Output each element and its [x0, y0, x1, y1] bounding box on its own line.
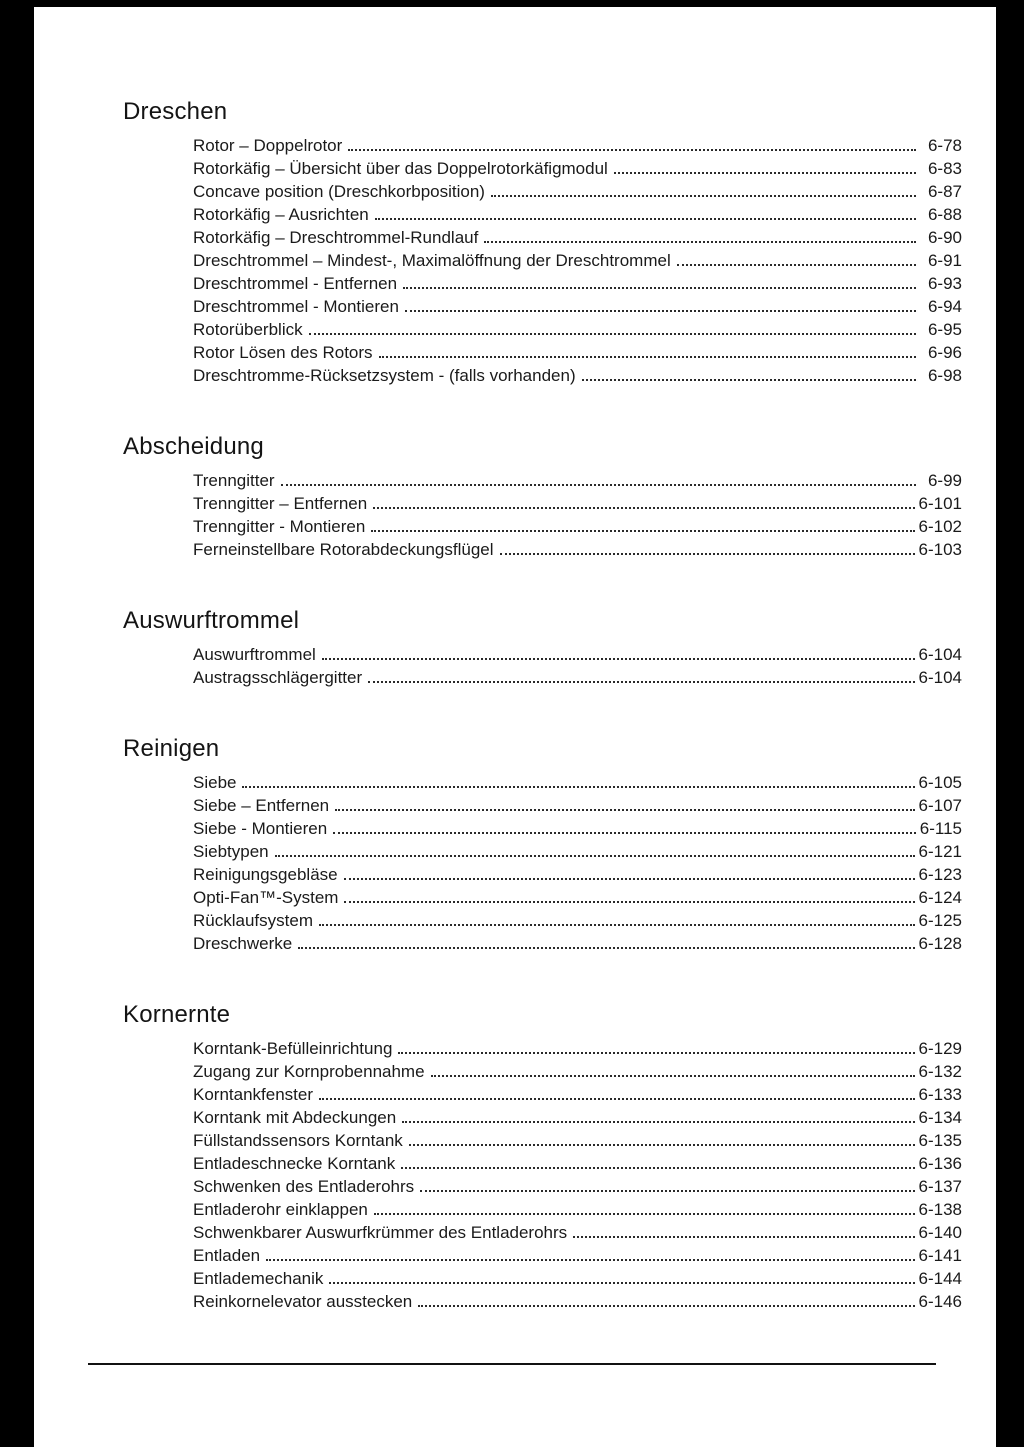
toc-entry-page: 6-125	[918, 911, 962, 930]
toc-entry-page: 6-137	[918, 1177, 962, 1196]
toc-entry-label: Schwenkbarer Auswurfkrümmer des Entladerohrs	[193, 1223, 568, 1242]
section-heading: Auswurftrommel	[123, 607, 300, 634]
toc-entry-page: 6-104	[918, 668, 962, 687]
toc-entry-label: Trenngitter – Entfernen	[193, 494, 368, 513]
toc-entry	[193, 1221, 962, 1244]
toc-section	[123, 607, 962, 689]
toc-entry-label: Rotor Lösen des Rotors	[193, 343, 373, 362]
toc-entry-page: 6-83	[927, 159, 962, 178]
dot-leader	[371, 530, 914, 532]
toc-entry-label: Dreschwerke	[193, 934, 293, 953]
toc-entry-label: Rotorkäfig – Übersicht über das Doppelrotorkäfigmodul	[193, 159, 608, 178]
dot-leader	[319, 924, 915, 926]
toc-entry-label: Siebtypen	[193, 842, 269, 861]
toc-entry-label: Trenngitter	[193, 471, 275, 490]
toc-entry	[193, 643, 962, 666]
dot-leader	[348, 149, 916, 151]
toc-entry	[193, 318, 962, 341]
toc-entry-label: Rotor – Doppelrotor	[193, 136, 343, 155]
toc-entry	[193, 341, 962, 364]
toc-entry	[193, 134, 962, 157]
toc-entry	[193, 272, 962, 295]
toc-entry-page: 6-103	[918, 540, 962, 559]
toc-entry	[193, 469, 962, 492]
toc-entry	[193, 226, 962, 249]
toc-section	[123, 1001, 962, 1313]
toc-entry-page: 6-105	[918, 773, 962, 792]
toc-entry	[193, 180, 962, 203]
toc-entry-label: Ferneinstellbare Rotorabdeckungsflügel	[193, 540, 494, 559]
dot-leader	[398, 1052, 914, 1054]
toc-entry-label: Trenngitter - Montieren	[193, 517, 366, 536]
toc-entry-label: Rotorkäfig – Ausrichten	[193, 205, 369, 224]
toc-entry	[193, 794, 962, 817]
dot-leader	[242, 786, 914, 788]
dot-leader	[420, 1190, 914, 1192]
toc-entry-page: 6-91	[927, 251, 962, 270]
section-entries	[193, 1037, 962, 1313]
toc-entry-page: 6-135	[918, 1131, 962, 1150]
toc-entry-page: 6-140	[918, 1223, 962, 1242]
section-heading: Dreschen	[123, 98, 228, 125]
toc-entry-page: 6-107	[918, 796, 962, 815]
section-entries	[193, 643, 962, 689]
section-entries	[193, 469, 962, 561]
toc-entry-page: 6-123	[918, 865, 962, 884]
toc-entry	[193, 932, 962, 955]
scan-edge-top	[0, 0, 1024, 7]
toc-entry-page: 6-132	[918, 1062, 962, 1081]
scan-edge-left	[0, 0, 34, 1447]
toc-entry-page: 6-128	[918, 934, 962, 953]
toc-entry	[193, 1267, 962, 1290]
toc-entry-label: Dreschtromme-Rücksetzsystem - (falls vorhanden)	[193, 366, 576, 385]
toc-entry-page: 6-78	[927, 136, 962, 155]
dot-leader	[322, 658, 915, 660]
toc-entry-label: Austragsschlägergitter	[193, 668, 363, 687]
toc-entry	[193, 817, 962, 840]
dot-leader	[491, 195, 916, 197]
toc-entry	[193, 1175, 962, 1198]
toc-section	[123, 735, 962, 955]
toc-entry-page: 6-88	[927, 205, 962, 224]
dot-leader	[335, 809, 914, 811]
toc-entry	[193, 538, 962, 561]
toc-entry	[193, 249, 962, 272]
toc-entry-page: 6-95	[927, 320, 962, 339]
footer-rule	[88, 1363, 936, 1365]
dot-leader	[309, 333, 916, 335]
dot-leader	[275, 855, 915, 857]
dot-leader	[344, 878, 915, 880]
dot-leader	[281, 484, 916, 486]
toc-entry	[193, 863, 962, 886]
dot-leader	[401, 1167, 914, 1169]
toc-entry-label: Reinigungsgebläse	[193, 865, 338, 884]
toc-entry-label: Korntankfenster	[193, 1085, 314, 1104]
toc-entry-label: Siebe – Entfernen	[193, 796, 330, 815]
toc-entry-page: 6-138	[918, 1200, 962, 1219]
toc-entry-page: 6-121	[918, 842, 962, 861]
toc-entry-label: Rotorüberblick	[193, 320, 303, 339]
dot-leader	[582, 379, 916, 381]
toc-entry	[193, 771, 962, 794]
toc-entry-label: Schwenken des Entladerohrs	[193, 1177, 415, 1196]
dot-leader	[431, 1075, 915, 1077]
toc-entry-label: Zugang zur Kornprobennahme	[193, 1062, 425, 1081]
toc-entry	[193, 1244, 962, 1267]
toc-entry-page: 6-115	[919, 819, 962, 838]
toc-entry-label: Siebe	[193, 773, 237, 792]
dot-leader	[329, 1282, 914, 1284]
toc-entry-label: Siebe - Montieren	[193, 819, 328, 838]
dot-leader	[266, 1259, 914, 1261]
toc-entry	[193, 1037, 962, 1060]
section-heading: Reinigen	[123, 735, 220, 762]
toc-entry	[193, 1060, 962, 1083]
toc-entry-page: 6-101	[918, 494, 962, 513]
toc-entry-label: Rotorkäfig – Dreschtrommel-Rundlauf	[193, 228, 479, 247]
toc-entry-page: 6-124	[918, 888, 962, 907]
dot-leader	[418, 1305, 914, 1307]
toc-entry-page: 6-102	[918, 517, 962, 536]
toc-entry-label: Concave position (Dreschkorbposition)	[193, 182, 485, 201]
toc-entry	[193, 1198, 962, 1221]
toc-entry-label: Dreschtrommel - Montieren	[193, 297, 399, 316]
toc-entry-label: Korntank-Befülleinrichtung	[193, 1039, 393, 1058]
toc-entry-label: Entlademechanik	[193, 1269, 324, 1288]
toc-section	[123, 98, 962, 387]
toc-entry-label: Dreschtrommel - Entfernen	[193, 274, 398, 293]
dot-leader	[614, 172, 916, 174]
toc-entry	[193, 203, 962, 226]
toc-entry	[193, 364, 962, 387]
dot-leader	[319, 1098, 915, 1100]
dot-leader	[405, 310, 916, 312]
dot-leader	[375, 218, 916, 220]
toc-entry	[193, 515, 962, 538]
dot-leader	[298, 947, 914, 949]
dot-leader	[368, 681, 914, 683]
toc-entry	[193, 1152, 962, 1175]
section-entries	[193, 771, 962, 955]
dot-leader	[573, 1236, 914, 1238]
toc-entry-page: 6-94	[927, 297, 962, 316]
section-entries	[193, 134, 962, 387]
toc-entry-page: 6-129	[918, 1039, 962, 1058]
toc-entry	[193, 1106, 962, 1129]
toc-entry-page: 6-144	[918, 1269, 962, 1288]
dot-leader	[374, 1213, 915, 1215]
toc-entry	[193, 157, 962, 180]
toc-entry-page: 6-98	[927, 366, 962, 385]
toc-entry-label: Auswurftrommel	[193, 645, 316, 664]
toc-entry	[193, 295, 962, 318]
toc-entry-label: Entladen	[193, 1246, 261, 1265]
toc-entry-label: Füllstandssensors Korntank	[193, 1131, 403, 1150]
toc-entry-page: 6-87	[927, 182, 962, 201]
dot-leader	[484, 241, 916, 243]
section-heading: Abscheidung	[123, 433, 264, 460]
toc-entry-page: 6-136	[918, 1154, 962, 1173]
dot-leader	[402, 1121, 914, 1123]
dot-leader	[333, 832, 916, 834]
toc-entry	[193, 1083, 962, 1106]
toc-entry-page: 6-141	[918, 1246, 962, 1265]
toc-entry	[193, 886, 962, 909]
toc-content	[123, 98, 962, 1359]
toc-entry	[193, 909, 962, 932]
toc-entry	[193, 1290, 962, 1313]
toc-entry-page: 6-99	[927, 471, 962, 490]
dot-leader	[677, 264, 916, 266]
scan-edge-right	[996, 0, 1024, 1447]
toc-entry-label: Opti-Fan™-System	[193, 888, 339, 907]
toc-entry-page: 6-104	[918, 645, 962, 664]
toc-entry-label: Entladeschnecke Korntank	[193, 1154, 396, 1173]
toc-section	[123, 433, 962, 561]
dot-leader	[500, 553, 915, 555]
dot-leader	[344, 901, 914, 903]
toc-entry	[193, 1129, 962, 1152]
toc-entry-label: Rücklaufsystem	[193, 911, 313, 930]
toc-entry-label: Reinkornelevator ausstecken	[193, 1292, 413, 1311]
toc-entry-page: 6-96	[927, 343, 962, 362]
section-heading: Kornernte	[123, 1001, 231, 1028]
dot-leader	[373, 507, 914, 509]
toc-entry-page: 6-90	[927, 228, 962, 247]
toc-entry-label: Korntank mit Abdeckungen	[193, 1108, 397, 1127]
toc-entry	[193, 840, 962, 863]
dot-leader	[379, 356, 916, 358]
toc-entry-label: Entladerohr einklappen	[193, 1200, 368, 1219]
toc-entry-page: 6-146	[918, 1292, 962, 1311]
dot-leader	[403, 287, 916, 289]
toc-entry-page: 6-134	[918, 1108, 962, 1127]
toc-entry-page: 6-93	[927, 274, 962, 293]
toc-entry-label: Dreschtrommel – Mindest-, Maximalöffnung der Dreschtrommel	[193, 251, 671, 270]
toc-entry	[193, 666, 962, 689]
toc-entry-page: 6-133	[918, 1085, 962, 1104]
dot-leader	[409, 1144, 915, 1146]
toc-entry	[193, 492, 962, 515]
